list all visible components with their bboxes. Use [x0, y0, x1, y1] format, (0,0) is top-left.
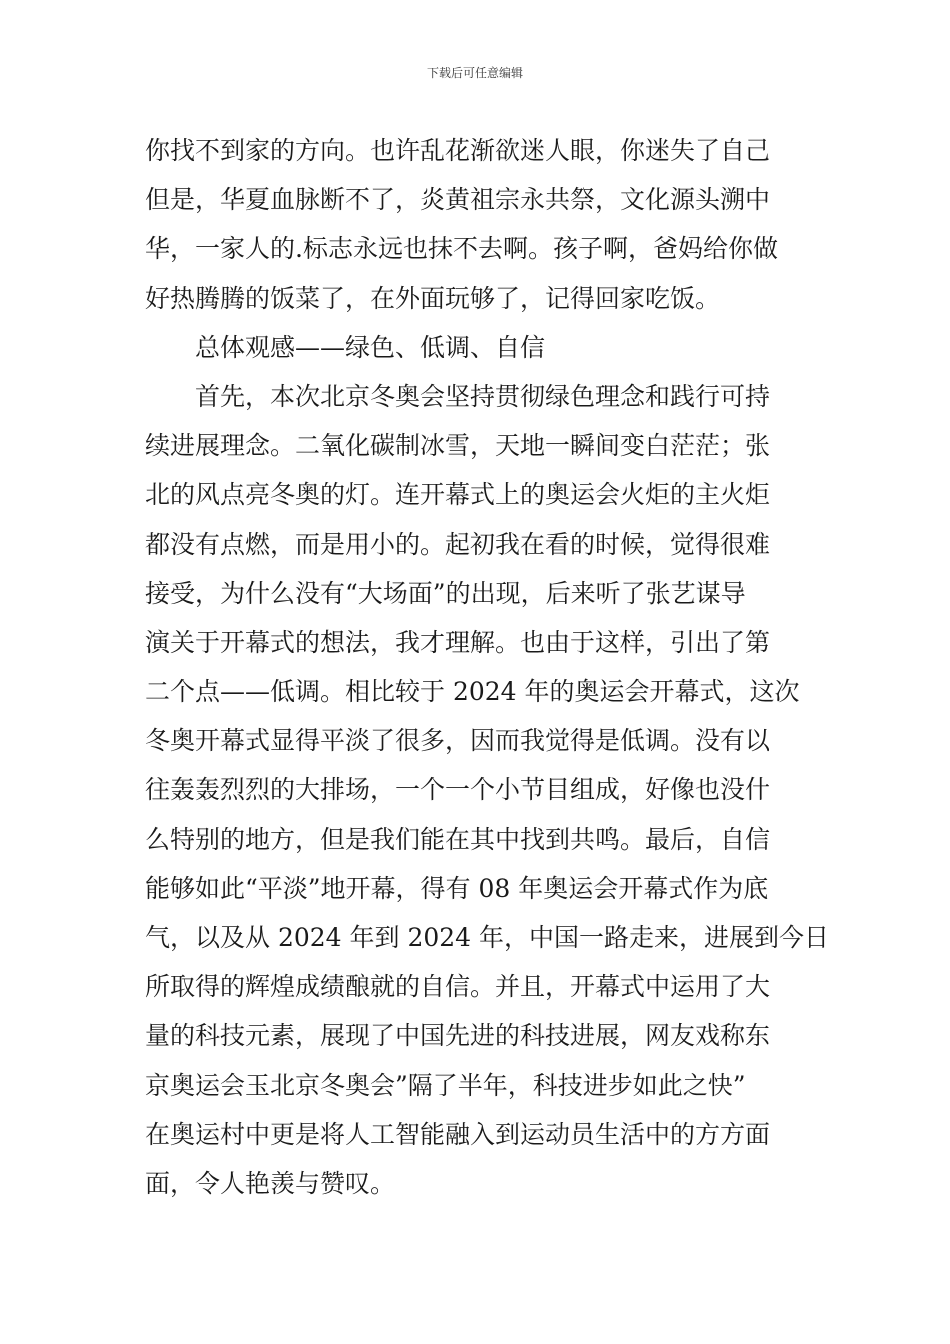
text-line: 在奥运村中更是将人工智能融入到运动员生活中的方方面 — [145, 1119, 771, 1149]
document-body — [145, 126, 830, 1208]
page-header-note: 下载后可任意编辑 — [426, 66, 523, 80]
text-line: 冬奥开幕式显得平淡了很多，因而我觉得是低调。没有以 — [145, 726, 771, 756]
text-line: 二个点——低调。相比较于 2024 年的奥运会开幕式，这次 — [145, 677, 800, 707]
section-heading: 总体观感——绿色、低调、自信 — [195, 332, 546, 362]
text-line: 续进展理念。二氧化碳制冰雪，天地一瞬间变白茫茫；张 — [145, 431, 771, 461]
text-line: 你找不到家的方向。也许乱花渐欲迷人眼，你迷失了自己 — [145, 136, 771, 165]
text-line: 北的风点亮冬奥的灯。连开幕式上的奥运会火炬的主火炬 — [145, 480, 771, 510]
text-line: 好热腾腾的饭菜了，在外面玩够了，记得回家吃饭。 — [145, 283, 721, 313]
text-line: 接受，为什么没有“大场面”的出现，后来听了张艺谋导 — [145, 578, 746, 608]
paragraph-first-line: 首先，本次北京冬奥会坚持贯彻绿色理念和践行可持 — [195, 381, 771, 411]
text-line: 都没有点燃，而是用小的。起初我在看的时候，觉得很难 — [145, 529, 771, 559]
text-line: 面，令人艳羡与赞叹。 — [145, 1168, 396, 1198]
text-line: 所取得的辉煌成绩酿就的自信。并且，开幕式中运用了大 — [145, 972, 771, 1002]
text-line: 演关于开幕式的想法，我才理解。也由于这样，引出了第 — [145, 627, 771, 657]
text-line: 气，以及从 2024 年到 2024 年，中国一路走来，进展到今日 — [145, 923, 830, 952]
text-line: 量的科技元素，展现了中国先进的科技进展，网友戏称东 — [145, 1021, 771, 1051]
text-line: 华，一家人的.标志永远也抹不去啊。孩子啊，爸妈给你做 — [145, 234, 778, 264]
text-line: 但是，华夏血脉断不了，炎黄祖宗永共祭，文化源头溯中 — [145, 185, 771, 215]
text-line: 能够如此“平淡”地开幕，得有 08 年奥运会开幕式作为底 — [145, 873, 769, 903]
text-line: 么特别的地方，但是我们能在其中找到共鸣。最后，自信 — [145, 824, 771, 854]
text-line: 京奥运会玉北京冬奥会”隔了半年，科技进步如此之快” — [145, 1070, 746, 1100]
text-line: 往轰轰烈烈的大排场，一个一个小节目组成，好像也没什 — [145, 775, 771, 805]
